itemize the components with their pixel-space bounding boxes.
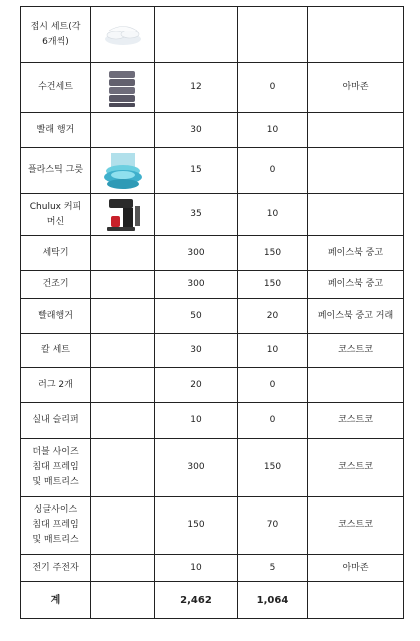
item-name: 접시 세트(각 6개씩) [21,7,91,63]
item-price: 300 [155,236,238,271]
item-source: 페이스북 중고 거래 [308,299,404,334]
table-row [21,299,404,334]
item-resale: 10 [238,194,308,236]
item-name: 러그 2개 [21,368,91,403]
item-image-cell [91,236,155,271]
item-resale: 10 [238,334,308,368]
item-image-cell [91,497,155,555]
item-source [308,368,404,403]
item-image-cell [91,271,155,299]
item-price: 300 [155,271,238,299]
item-resale: 0 [238,63,308,113]
item-resale: 5 [238,555,308,582]
item-resale: 150 [238,236,308,271]
item-source: 페이스북 중고 [308,236,404,271]
item-name: 수건세트 [21,63,91,113]
item-price: 10 [155,555,238,582]
item-price: 30 [155,334,238,368]
item-source [308,194,404,236]
item-image-cell [91,148,155,194]
item-image-cell [91,368,155,403]
item-source [308,7,404,63]
item-image-cell [91,555,155,582]
item-name: 건조기 [21,271,91,299]
item-source [308,148,404,194]
item-resale: 20 [238,299,308,334]
table-row [21,368,404,403]
item-image-cell [91,439,155,497]
item-name: 전기 주전자 [21,555,91,582]
table-row [21,113,404,148]
item-source: 코스트코 [308,403,404,439]
item-source: 페이스북 중고 [308,271,404,299]
item-image-cell [91,334,155,368]
item-image-cell [91,7,155,63]
item-image-cell [91,194,155,236]
table-row [21,194,404,236]
item-resale: 150 [238,271,308,299]
table-row [21,439,404,497]
item-source: 코스트코 [308,497,404,555]
plastic-bowl-image [101,151,145,191]
table-row [21,236,404,271]
item-source [308,113,404,148]
coffee-machine-image [103,196,143,234]
dish-set-image [101,20,145,50]
table-row [21,63,404,113]
expense-table [20,6,404,619]
table-row [21,271,404,299]
towel-set-image [105,67,141,109]
item-price: 50 [155,299,238,334]
table-row [21,555,404,582]
table-row [21,7,404,63]
expense-table-body [21,7,404,619]
total-source [308,582,404,619]
item-source: 코스트코 [308,439,404,497]
total-row [21,582,404,619]
table-row [21,403,404,439]
item-name: 세탁기 [21,236,91,271]
item-name: Chulux 커피 머신 [21,194,91,236]
item-resale [238,7,308,63]
item-name: 칼 세트 [21,334,91,368]
item-name: 빨래행거 [21,299,91,334]
item-name: 빨래 행거 [21,113,91,148]
item-resale: 0 [238,368,308,403]
item-resale: 10 [238,113,308,148]
item-resale: 150 [238,439,308,497]
item-name: 플라스틱 그릇 [21,148,91,194]
item-resale: 0 [238,403,308,439]
item-resale: 70 [238,497,308,555]
item-name: 더블 사이즈 침대 프레임 및 매트리스 [21,439,91,497]
item-source: 아마존 [308,63,404,113]
item-price: 10 [155,403,238,439]
item-image-cell [91,403,155,439]
item-name: 실내 슬리퍼 [21,403,91,439]
item-image-cell [91,113,155,148]
table-row [21,497,404,555]
item-image-cell [91,63,155,113]
item-image-cell [91,299,155,334]
item-price: 15 [155,148,238,194]
item-price: 20 [155,368,238,403]
item-resale: 0 [238,148,308,194]
item-price: 300 [155,439,238,497]
item-source: 아마존 [308,555,404,582]
total-price: 2,462 [155,582,238,619]
item-price [155,7,238,63]
total-label: 계 [21,582,91,619]
item-price: 30 [155,113,238,148]
item-price: 12 [155,63,238,113]
item-source: 코스트코 [308,334,404,368]
table-row [21,334,404,368]
item-price: 35 [155,194,238,236]
total-resale: 1,064 [238,582,308,619]
table-row [21,148,404,194]
total-image-cell [91,582,155,619]
item-name: 싱글사이스 침대 프레임 및 매트리스 [21,497,91,555]
item-price: 150 [155,497,238,555]
